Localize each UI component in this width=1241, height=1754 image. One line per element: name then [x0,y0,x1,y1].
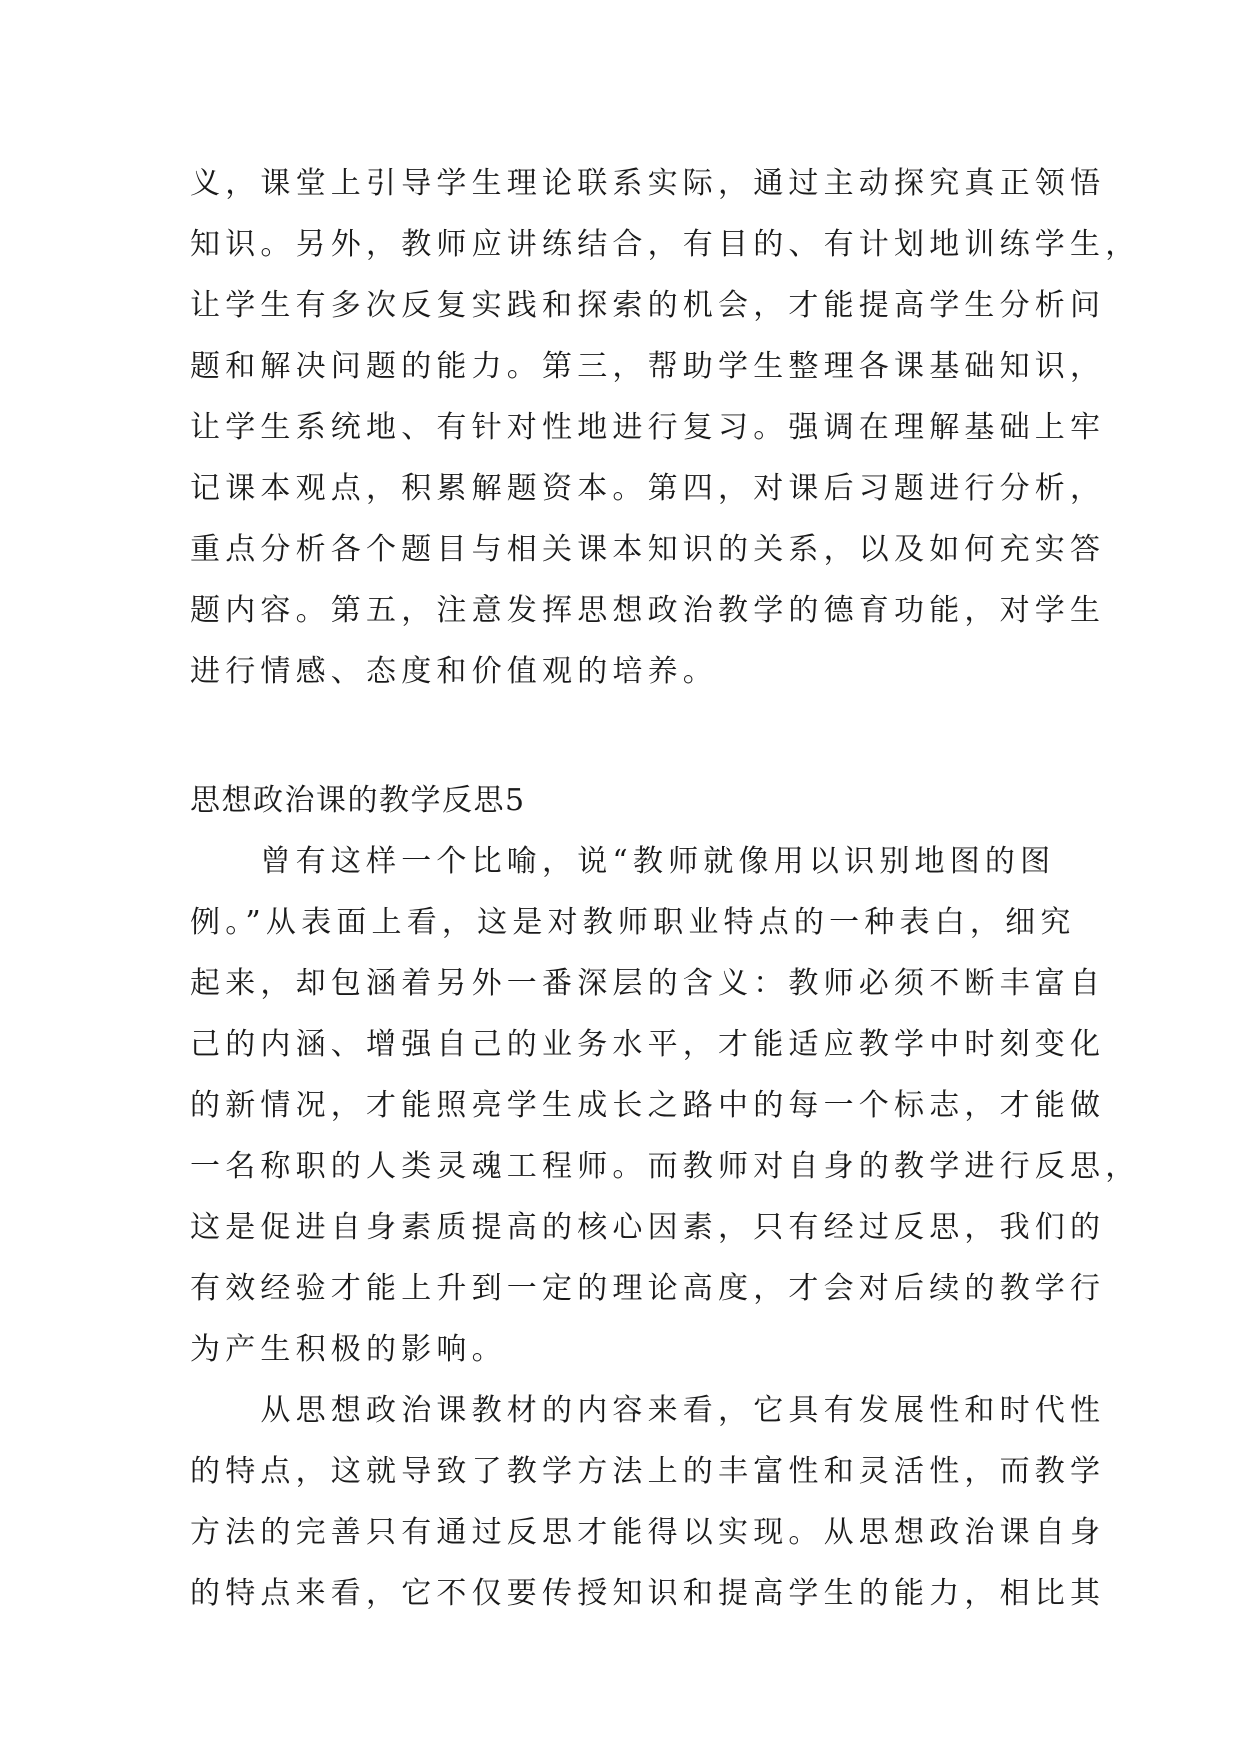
section-heading: 思想政治课的教学反思5 [190,783,526,818]
paragraph-continued [190,153,1141,702]
text-line: 的特点，这就导致了教学方法上的丰富性和灵活性，而教学 [190,1454,1106,1489]
text-line: 起来，却包涵着另外一番深层的含义：教师必须不断丰富自 [190,966,1106,1001]
text-line: 义，课堂上引导学生理论联系实际，通过主动探究真正领悟 [190,166,1106,201]
text-line: 题和解决问题的能力。第三，帮助学生整理各课基础知识， [190,349,1106,384]
text-line: 己的内涵、增强自己的业务水平，才能适应教学中时刻变化 [190,1027,1106,1062]
text-line: 例。”从表面上看，这是对教师职业特点的一种表白，细究 [190,905,1076,940]
text-line: 让学生系统地、有针对性地进行复习。强调在理解基础上牢 [190,410,1106,445]
text-line: 的新情况，才能照亮学生成长之路中的每一个标志，才能做 [190,1088,1106,1123]
text-line: 有效经验才能上升到一定的理论高度，才会对后续的教学行 [190,1271,1106,1306]
text-line: 为产生积极的影响。 [190,1332,507,1367]
text-line: 重点分析各个题目与相关课本知识的关系，以及如何充实答 [190,532,1106,567]
document-page [190,153,1141,1624]
text-line: 题内容。第五，注意发挥思想政治教学的德育功能，对学生 [190,593,1106,628]
text-line: 知识。另外，教师应讲练结合，有目的、有计划地训练学生， [190,227,1141,262]
text-line: 让学生有多次反复实践和探索的机会，才能提高学生分析问 [190,288,1106,323]
paragraph [190,1380,1106,1624]
section-gap [190,702,1050,770]
text-line: 一名称职的人类灵魂工程师。而教师对自身的教学进行反思， [190,1149,1141,1184]
paragraph [190,831,1141,1380]
text-line: 方法的完善只有通过反思才能得以实现。从思想政治课自身 [190,1515,1106,1550]
text-line: 记课本观点，积累解题资本。第四，对课后习题进行分析， [190,471,1106,506]
text-line: 从思想政治课教材的内容来看，它具有发展性和时代性 [190,1393,1106,1428]
text-line: 这是促进自身素质提高的核心因素，只有经过反思，我们的 [190,1210,1106,1245]
text-line: 曾有这样一个比喻，说“教师就像用以识别地图的图 [190,844,1056,879]
text-line: 的特点来看，它不仅要传授知识和提高学生的能力，相比其 [190,1576,1106,1611]
text-line: 进行情感、态度和价值观的培养。 [190,654,718,689]
